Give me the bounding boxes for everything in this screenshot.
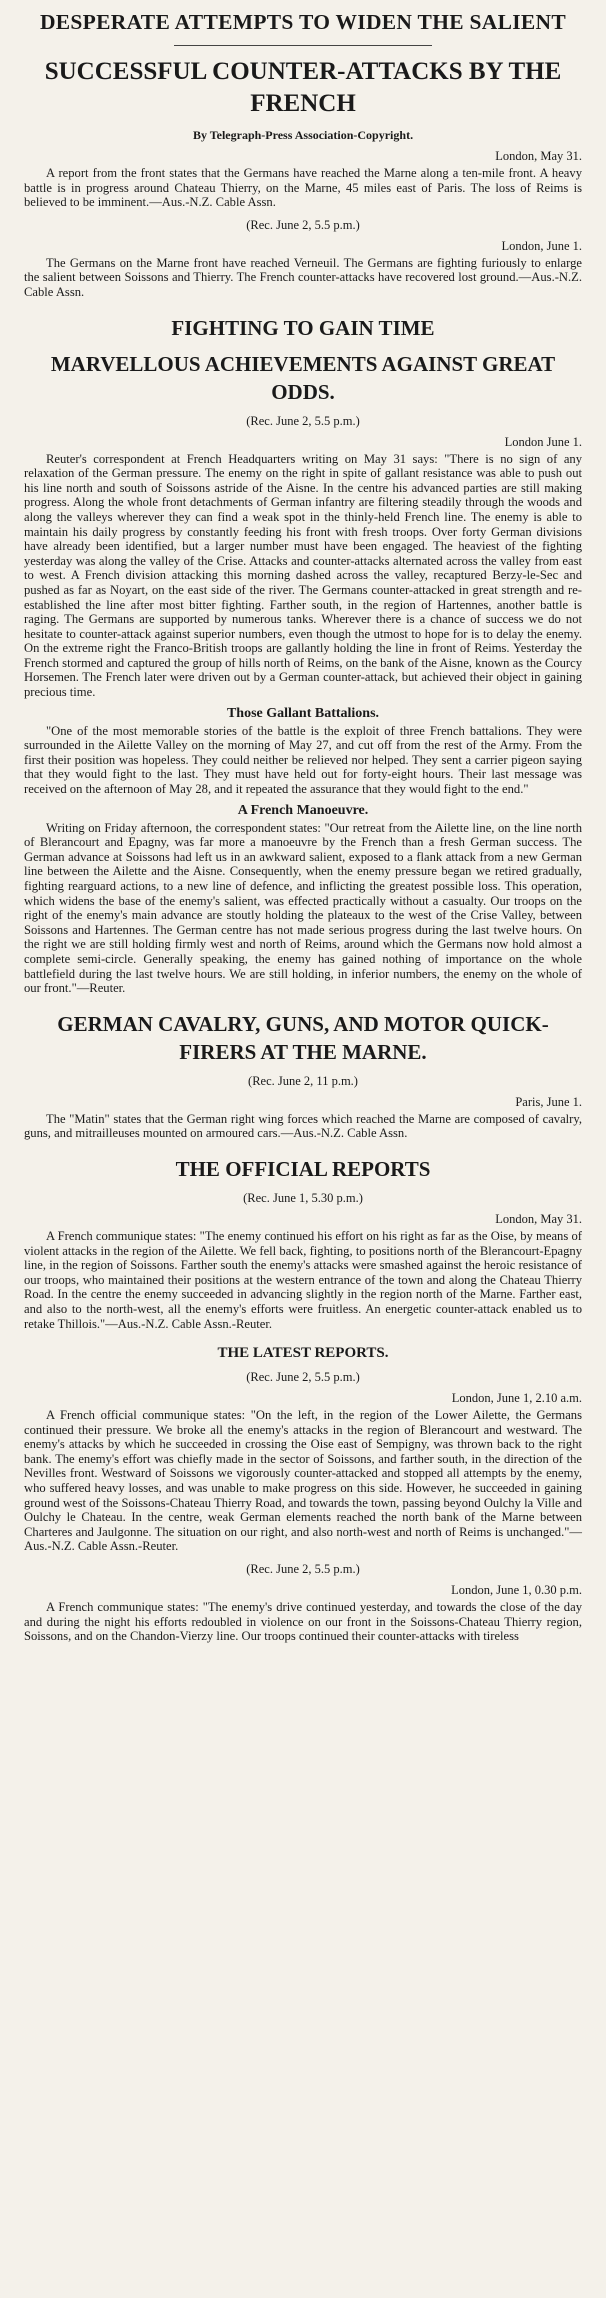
top-headline: DESPERATE ATTEMPTS TO WIDEN THE SALIENT bbox=[39, 10, 567, 34]
article-paragraph: A French official communique states: "On the left, in the region of the Lower Ailette, the Germans continued their pressure. We broke all the enemy's attacks in the region of Blerancourt and westward. The enemy's attacks by which he succeeded in crossing the Oise east of Sempigny, was thrown back to the right bank. The enemy's effort was chiefly made in the sector of Soissons, and farther south, in the direction of the Nevilles front. Westward of Soissons we vigorously counter-attacked and stopped all attempts by the enemy, who suffered heavy losses, and was unable to make progress on this side. However, he succeeded in gaining ground west of the Soissons-Chateau Thierry Road, and towards the town, passing beyond Oulchy la Ville and Oulchy le Chateau. In the centre, weak German elements reached the north bank of the Marne between Charteres and Jaulgonne. The situation on our right, and also north-west and north of Reims is unchanged."—Aus.-N.Z. Cable Assn.-Reuter. bbox=[24, 1408, 582, 1554]
received-line: (Rec. June 1, 5.30 p.m.) bbox=[243, 1190, 363, 1205]
subsection-heading: A French Manoeuvre. bbox=[237, 802, 369, 818]
article-paragraph: A French communique states: "The enemy's drive continued yesterday, and towards the close of the day and during the night his efforts redoubled in violence on our front in the Soissons-Chateau Thierry region, Soissons, and on the Chandon-Vierzy line. Our troops continued their counter-attacks with tireless bbox=[24, 1600, 582, 1644]
byline: By Telegraph-Press Association-Copyright. bbox=[192, 128, 414, 142]
section-heading: FIGHTING TO GAIN TIME bbox=[171, 315, 435, 340]
received-line: (Rec. June 2, 11 p.m.) bbox=[248, 1073, 358, 1088]
dateline: London, June 1, 0.30 p.m. bbox=[451, 1583, 582, 1598]
divider bbox=[174, 45, 432, 46]
subsection-heading: Those Gallant Battalions. bbox=[226, 705, 380, 721]
dateline: London, June 1. bbox=[501, 238, 582, 253]
section-cavalry bbox=[24, 1010, 582, 1141]
section-latest bbox=[24, 1345, 582, 1644]
section-subheading: MARVELLOUS ACHIEVEMENTS AGAINST GREAT ODDS. bbox=[50, 351, 556, 404]
received-line: (Rec. June 2, 5.5 p.m.) bbox=[246, 413, 360, 428]
received-line: (Rec. June 2, 5.5 p.m.) bbox=[246, 1370, 360, 1385]
section-heading: THE LATEST REPORTS. bbox=[217, 1345, 389, 1362]
received-line: (Rec. June 2, 5.5 p.m.) bbox=[246, 1562, 360, 1577]
received-line: (Rec. June 2, 5.5 p.m.) bbox=[246, 217, 360, 232]
section-heading: GERMAN CAVALRY, GUNS, AND MOTOR QUICK-FIRERS AT THE MARNE. bbox=[57, 1011, 549, 1064]
article-paragraph: Reuter's correspondent at French Headquarters writing on May 31 says: "There is no sign of any relaxation of the German pressure. The enemy on the right in spite of gallant resistance was able to push out his line north and south of Soissons astride of the Aisne. In the centre his advanced parties are still making progress. Along the whole front detachments of German infantry are filtering steadily through the woods and along the valleys wherever they can find a weak spot in the thinly-held French line. The enemy is able to maintain his daily progress by constantly feeding his front with fresh troops. Over forty German divisions have already been identified, but a larger number must have been engaged. The heaviest of the fighting yesterday was along the valley of the Crise. Attacks and counter-attacks alternated across the valley from east to west. A French division attacking this morning dashed across the valley, recaptured Berzy-le-Sec and pushed as far as Noyart, on the east side of the river. The Germans counter-attacked in great strength and re-established the line after most bitter fighting. Farther south, in the region of Hartennes, another battle is raging. The Germans are supported by numerous tanks. Wherever there is a chance of success we do not hesitate to counter-attack against superior numbers, even though the utmost to hope for is to delay the enemy. On the extreme right the Franco-British troops are gallantly holding the line in front of Reims. Yesterday the French stormed and captured the group of hills north of Reims, on the bank of the Aisne, known as the Courcy Horsemen. The French later were driven out by a German counter-attack, but achieved their object in gaining precious time. bbox=[24, 451, 582, 700]
article-paragraph: The Germans on the Marne front have reached Verneuil. The Germans are fighting furiously to enlarge the salient between Soissons and Thierry. The French counter-attacks have recovered lost ground.—Aus.-N.Z. Cable Assn. bbox=[24, 255, 582, 299]
article-paragraph: Writing on Friday afternoon, the correspondent states: "Our retreat from the Ailette line, on the line north of Blerancourt and Epagny, was far more a manoeuvre by the French than a fresh German success. The German advance at Soissons had left us in an awkward salient, exposed to a flank attack from a new German line between the Ailette and the Aisne. Consequently, when the enemy pressure began we retired gradually, fighting rearguard actions, to a new line of defence, and inflicting the greatest possible loss. This operation, which widens the base of the enemy's salient, was effected practically without a casualty. Our troops on the right of the enemy's main advance are stoutly holding the plateaux to the west of the Crise Valley, between Soissons and Hartennes. The German centre has not made serious progress during the last twelve hours. On the right we are still holding firmly west and north of Reims, around which the Germans now hold almost a complete semi-circle. Generally speaking, the enemy has gained nothing of importance on the whole battlefield during the last twelve hours. We are still holding, in inferior numbers, the enemy on the whole of our front."—Reuter. bbox=[24, 820, 582, 996]
dateline: London, May 31. bbox=[495, 1211, 582, 1226]
section-fighting bbox=[24, 314, 582, 996]
article-paragraph: A report from the front states that the Germans have reached the Marne along a ten-mile front. A heavy battle is in progress around Chateau Thierry, on the Marne, 45 miles east of Paris. The loss of Reims is believed to be imminent.—Aus.-N.Z. Cable Assn. bbox=[24, 166, 582, 210]
section-heading: THE OFFICIAL REPORTS bbox=[175, 1156, 431, 1181]
article-paragraph: "One of the most memorable stories of the battle is the exploit of three French battalions. They were surrounded in the Ailette Valley on the morning of May 27, and cut off from the rest of the Army. From the first their position was hopeless. They could neither be relieved nor helped. They sent a carrier pigeon saying that they would fight to the last. They must have held out for forty-eight hours. Their last message was received on the afternoon of May 28, and it repeated the assurance that they would fight to the end." bbox=[24, 723, 582, 797]
dateline: London June 1. bbox=[504, 434, 582, 449]
dateline: Paris, June 1. bbox=[515, 1094, 582, 1109]
dateline: London, May 31. bbox=[495, 149, 582, 163]
main-headline: SUCCESSFUL COUNTER-ATTACKS BY THE FRENCH bbox=[44, 58, 562, 117]
dateline: London, June 1, 2.10 a.m. bbox=[451, 1391, 582, 1406]
article-paragraph: The "Matin" states that the German right wing forces which reached the Marne are composed of cavalry, guns, and mitrailleuses mounted on armoured cars.—Aus.-N.Z. Cable Assn. bbox=[24, 1111, 582, 1141]
section-official bbox=[24, 1155, 582, 1331]
article-paragraph: A French communique states: "The enemy continued his effort on his right as far as the Oise, by means of violent attacks in the region of the Ailette. We fell back, fighting, to positions north of the Blerancourt-Epagny line, in the region of Soissons. Farther south the enemy's attacks were smashed against the heroic resistance of our troops, who maintained their positions at the western entrance of the town and along the Chateau Thierry Road. In the centre the enemy succeeded in advancing slightly in the region north of the Marne. Farther east, and also to the north-west, all the enemy's efforts were fruitless. An energetic counter-attack enabled us to retake Thillois."—Aus.-N.Z. Cable Assn.-Reuter. bbox=[24, 1228, 582, 1331]
